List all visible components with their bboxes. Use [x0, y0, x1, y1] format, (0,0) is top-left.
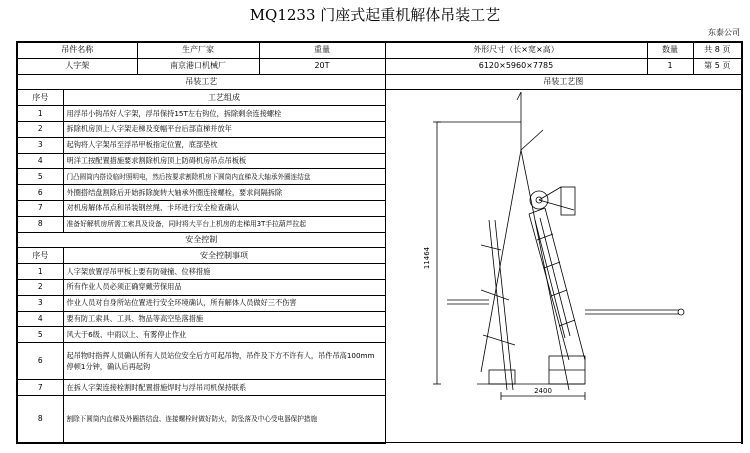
- safety-item-no: 6: [17, 343, 63, 380]
- process-step-text: 对机房解体吊点和吊装钢丝绳、卡环进行安全检查确认: [63, 200, 385, 216]
- process-step-no: 6: [17, 185, 63, 201]
- height-dimension-label: 11464: [422, 247, 431, 270]
- safety-item-no: 5: [17, 327, 63, 343]
- process-step-no: 5: [17, 169, 63, 185]
- safety-item-text: 风大于6级、中雨以上、有雾停止作业: [63, 327, 385, 343]
- front-leg: [481, 150, 521, 372]
- safety-item-text: 要有防工索具、工具、物品等高空坠落措施: [63, 311, 385, 327]
- safety-item-no: 3: [17, 295, 63, 311]
- section-process-title: 吊装工艺: [17, 74, 385, 90]
- process-step-text: 外圈搭结盘割除后开始拆除旋转大轴承外圈连接螺栓，要求间隔拆除: [63, 185, 385, 201]
- process-step-no: 8: [17, 216, 63, 232]
- label-part-name: 吊件名称: [17, 42, 137, 58]
- rear-leg: [521, 150, 569, 390]
- section-drawing-title: 吊装工艺图: [385, 74, 742, 90]
- lifting-process-sheet: [16, 41, 743, 444]
- process-step-text: 门凸圆筒内搭设临时照明电，然后按要求割除机房下圆筒内直梯及大轴承外圈连结盘: [63, 169, 385, 185]
- header-labels-row: [17, 42, 742, 58]
- safety-item-text: 作业人员对自身所站位置进行安全环境确认，所有解体人员做好三不伤害: [63, 295, 385, 311]
- safety-col-content: 安全控制事项: [63, 248, 385, 264]
- value-manufacturer: 南京港口机械厂: [137, 58, 259, 74]
- header-values-row: [17, 58, 742, 74]
- process-step-no: 3: [17, 137, 63, 153]
- process-step-text: 用浮吊小钩吊好人字架，浮吊保持15T左右钩位，拆除剩余连接螺栓: [63, 106, 385, 122]
- lifting-drawing: [389, 90, 743, 442]
- label-dimensions: 外形尺寸（长×宽×高）: [385, 42, 647, 58]
- section-header-row: [17, 74, 742, 90]
- process-column-header: [17, 90, 742, 106]
- value-part-name: 人字架: [17, 58, 137, 74]
- safety-item-text: 起吊物时指挥人员确认所有人员站位安全后方可起吊物，吊件及下方不许有人，吊件吊高100mm停顿1分钟，确认后再起钩: [63, 343, 385, 380]
- value-weight: 20T: [259, 58, 385, 74]
- safety-item-no: 1: [17, 264, 63, 280]
- process-col-no: 序号: [17, 90, 63, 106]
- lifting-drawing-cell: [385, 90, 742, 443]
- value-quantity: 1: [647, 58, 693, 74]
- safety-item-no: 8: [17, 396, 63, 443]
- company-name: 东泰公司: [708, 28, 740, 37]
- process-step-text: 起钩将人字架吊至浮吊甲板指定位置，底部垫枕: [63, 137, 385, 153]
- label-quantity: 数量: [647, 42, 693, 58]
- process-step-text: 明洋工按配置措施要求割除机房顶上防碍机房吊点吊板板: [63, 153, 385, 169]
- label-total-pages: 共 8 页: [693, 42, 742, 58]
- safety-item-no: 2: [17, 279, 63, 295]
- document-title: MQ1233 门座式起重机解体吊装工艺: [249, 6, 501, 24]
- process-step-text: 拆除机房顶上人字架走梯及变幅平台后部直梯并放年: [63, 121, 385, 137]
- label-manufacturer: 生产厂家: [137, 42, 259, 58]
- process-step-text: 准备好解机房所需工索具及设备，同时将大平台上机房的走梯用3T手拉葫芦拉起: [63, 216, 385, 232]
- process-step-no: 1: [17, 106, 63, 122]
- safety-item-no: 7: [17, 380, 63, 396]
- process-step-no: 7: [17, 200, 63, 216]
- safety-item-no: 4: [17, 311, 63, 327]
- safety-item-text: 在拆人字架连接栓割时配置措施焊时与浮吊司机保持联系: [63, 380, 385, 396]
- process-step-no: 2: [17, 121, 63, 137]
- label-weight: 重量: [259, 42, 385, 58]
- safety-title: 安全控制: [17, 232, 385, 248]
- base-dimension-label: 2400: [533, 387, 552, 396]
- safety-item-text: 割除下圆筒内直梯及外圈搭结盘、连接螺栓时做好防火，防坠落及中心受电器保护措施: [63, 396, 385, 443]
- safety-item-text: 人字架放置浮吊甲板上要有防碰撞、位移措施: [63, 264, 385, 280]
- value-page: 第 5 页: [693, 58, 742, 74]
- process-col-content: 工艺组成: [63, 90, 385, 106]
- value-dimensions: 6120×5960×7785: [385, 58, 647, 74]
- process-step-no: 4: [17, 153, 63, 169]
- safety-item-text: 所有作业人员必须正确穿戴劳保用品: [63, 279, 385, 295]
- safety-col-no: 序号: [17, 248, 63, 264]
